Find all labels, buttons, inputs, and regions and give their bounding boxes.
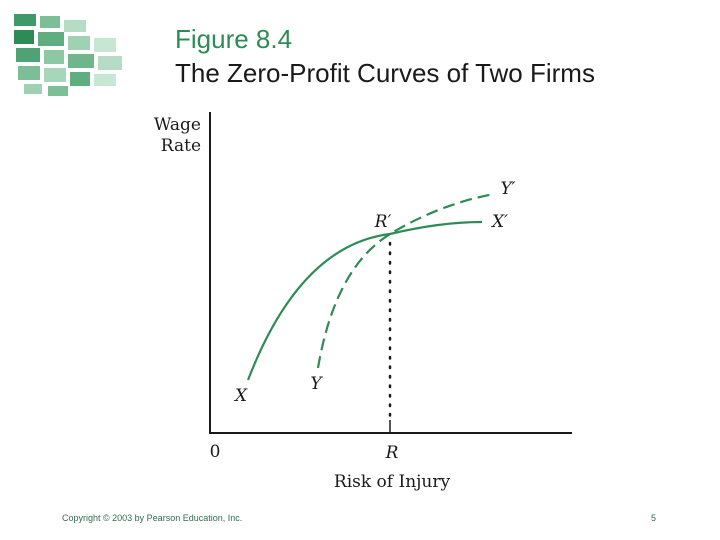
- tick-label-r: R: [385, 443, 399, 463]
- x-axis-label: Risk of Injury: [333, 472, 451, 492]
- curve-y-end-label: Y′: [500, 179, 516, 199]
- curve-y: [318, 194, 494, 368]
- curve-x-start-label: X: [234, 386, 248, 406]
- slide-title-figure: Figure 8.4: [175, 24, 293, 54]
- curve-y-start-label: Y: [310, 374, 322, 394]
- y-axis-label-line1: Wage: [153, 115, 201, 135]
- footer-copyright: Copyright © 2003 by Pearson Education, Inc.: [62, 513, 243, 523]
- intersection-label: R′: [374, 212, 392, 232]
- slide-title: The Zero-Profit Curves of Two Firms: [175, 58, 595, 88]
- y-axis-label-line2: Rate: [160, 136, 201, 156]
- origin-label: 0: [209, 442, 221, 462]
- page-number: 5: [651, 513, 657, 523]
- curve-x: [248, 222, 482, 380]
- curve-x-end-label: X′: [492, 212, 508, 232]
